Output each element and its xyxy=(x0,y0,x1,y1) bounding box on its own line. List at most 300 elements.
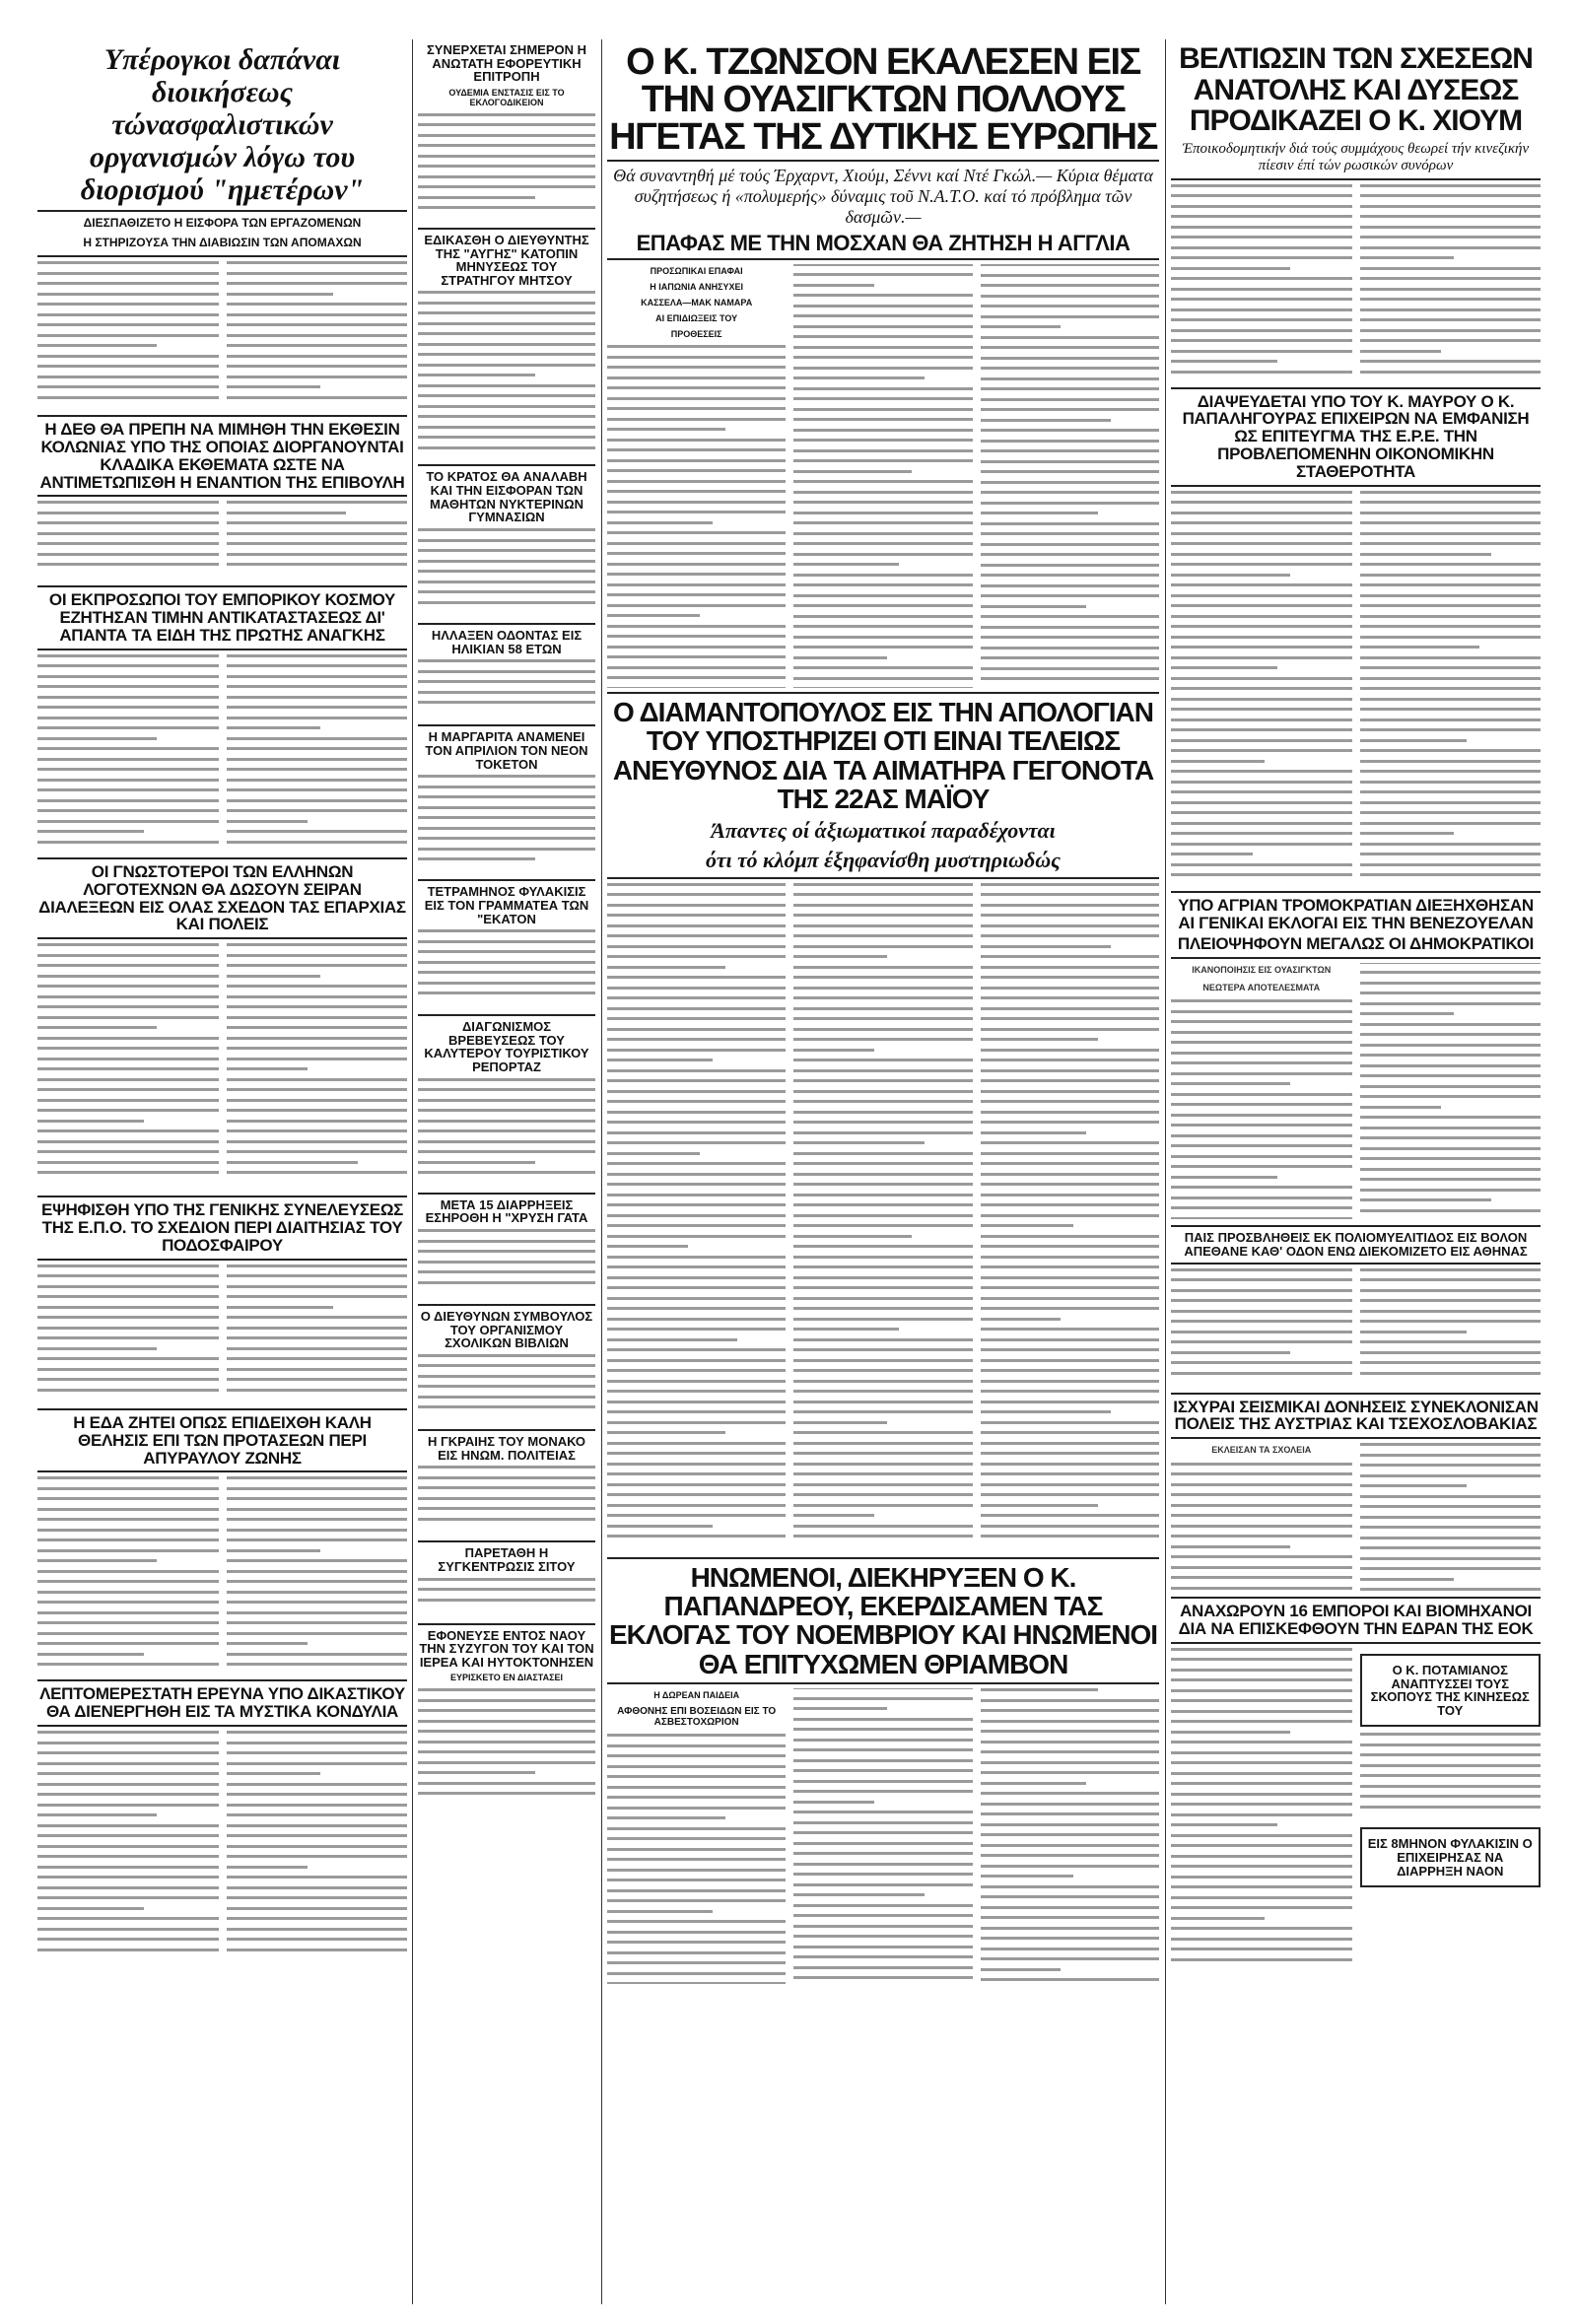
text-line xyxy=(418,549,595,552)
text-line xyxy=(607,1069,786,1072)
text-line xyxy=(418,1486,595,1489)
text-line xyxy=(793,1265,972,1268)
text-line xyxy=(1360,236,1542,239)
text-line xyxy=(1171,1206,1352,1209)
text-line xyxy=(793,491,972,494)
text-line xyxy=(418,1599,595,1602)
text-line xyxy=(1171,1710,1352,1713)
text-line xyxy=(981,1803,1159,1806)
text-line xyxy=(607,1951,786,1954)
text-line xyxy=(793,1535,972,1538)
text-line xyxy=(418,539,595,542)
text-line xyxy=(227,1834,408,1837)
text-line xyxy=(1171,371,1352,374)
text-line xyxy=(793,335,972,338)
article-body xyxy=(37,1476,407,1674)
text-line xyxy=(607,563,786,566)
text-line xyxy=(981,1833,1159,1836)
text-line xyxy=(1360,811,1542,814)
text-line xyxy=(1360,1484,1467,1487)
kicker: Άπαντες οί άξιωματικοί παραδέχονται xyxy=(711,817,1056,843)
text-line xyxy=(1360,604,1542,607)
text-line xyxy=(418,940,595,943)
text-line xyxy=(607,676,786,679)
article-body xyxy=(1171,1443,1541,1591)
text-line xyxy=(981,1782,1086,1785)
text-lines xyxy=(1171,1648,1352,1961)
text-line xyxy=(227,1316,408,1319)
text-line xyxy=(793,1914,972,1917)
text-line xyxy=(793,1079,972,1082)
text-line xyxy=(793,1245,972,1248)
text-line xyxy=(981,1224,1073,1227)
text-line xyxy=(793,1256,972,1259)
text-line xyxy=(981,1338,1159,1341)
text-lines xyxy=(418,291,595,449)
text-line xyxy=(418,816,595,819)
text-line xyxy=(607,1931,786,1934)
column-rule xyxy=(412,39,413,2304)
text-lines xyxy=(1171,1443,1541,1591)
text-line xyxy=(981,605,1086,608)
text-line xyxy=(793,501,972,504)
text-line xyxy=(37,396,219,399)
text-line xyxy=(1171,1278,1352,1281)
text-line xyxy=(227,985,408,988)
text-line xyxy=(1171,1566,1352,1569)
text-line xyxy=(981,553,1159,556)
text-line xyxy=(1171,790,1352,793)
text-line xyxy=(1171,318,1352,321)
text-line xyxy=(1171,1155,1352,1158)
text-line xyxy=(607,666,786,669)
text-lines xyxy=(37,261,407,406)
text-line xyxy=(1360,1178,1542,1181)
text-line xyxy=(37,1804,219,1807)
text-line xyxy=(227,841,408,844)
text-line xyxy=(793,1141,924,1144)
text-line xyxy=(227,1855,408,1858)
text-line xyxy=(227,799,408,802)
text-line xyxy=(227,758,408,761)
text-line xyxy=(1360,1023,1542,1026)
text-line xyxy=(793,1359,972,1362)
text-line xyxy=(607,614,700,617)
text-lines xyxy=(37,1731,407,1958)
text-line xyxy=(981,945,1111,948)
text-line xyxy=(607,1131,786,1134)
text-line xyxy=(1171,574,1290,577)
text-line xyxy=(981,315,1159,318)
text-line xyxy=(37,512,219,514)
text-line xyxy=(227,1783,408,1786)
text-line xyxy=(37,313,219,316)
text-line xyxy=(981,1359,1159,1362)
text-line xyxy=(1360,991,1542,994)
text-line xyxy=(227,1611,408,1614)
text-line xyxy=(227,1067,309,1070)
text-line xyxy=(37,1751,219,1754)
text-line xyxy=(37,1327,219,1330)
column-rule xyxy=(1165,39,1166,2304)
text-line xyxy=(607,542,786,545)
text-line xyxy=(418,1688,595,1691)
text-line xyxy=(793,666,972,669)
section-label: ΠΡΟΣΩΠΙΚΑΙ ΕΠΑΦΑΙ xyxy=(650,266,743,277)
text-line xyxy=(607,955,786,958)
text-line xyxy=(37,1120,144,1123)
text-line xyxy=(37,943,219,946)
text-line xyxy=(418,1771,535,1774)
text-line xyxy=(37,779,219,782)
text-line xyxy=(227,788,408,791)
text-line xyxy=(1171,1134,1352,1137)
text-line xyxy=(793,459,972,462)
text-line xyxy=(981,543,1159,546)
text-line xyxy=(37,1067,219,1070)
headline-avgi: ΕΔΙΚΑΣΘΗ Ο ΔΙΕΥΘΥΝΤΗΣ ΤΗΣ "ΑΥΓΗΣ" ΚΑΤΟΠΙΝ ΜΗΝΥΣΕΩΣ ΤΟΥ ΣΤΡΑΤΗΓΟΥ ΜΗΤΣΟΥ xyxy=(424,232,589,288)
text-line xyxy=(227,654,408,657)
text-line xyxy=(1171,811,1352,814)
text-line xyxy=(418,394,595,397)
text-lines xyxy=(418,659,595,704)
text-line xyxy=(227,1047,408,1050)
text-line xyxy=(981,1069,1159,1072)
text-line xyxy=(1171,843,1352,846)
text-line xyxy=(793,429,972,432)
text-line xyxy=(1360,873,1542,876)
text-line xyxy=(793,996,972,999)
text-line xyxy=(793,1307,972,1310)
text-line xyxy=(1360,1372,1542,1375)
text-line xyxy=(1360,1189,1542,1192)
text-line xyxy=(793,574,972,577)
text-line xyxy=(1171,1741,1352,1743)
text-lines xyxy=(418,1688,595,1795)
text-line xyxy=(227,1476,408,1479)
text-line xyxy=(793,1348,972,1351)
text-line xyxy=(418,961,595,964)
text-line xyxy=(607,1410,786,1413)
text-line xyxy=(37,675,219,678)
text-line xyxy=(418,991,595,994)
text-line xyxy=(981,1245,1159,1248)
text-line xyxy=(37,303,219,306)
text-line xyxy=(227,1306,333,1309)
text-line xyxy=(227,1896,408,1899)
text-line xyxy=(793,934,972,937)
text-line xyxy=(1171,1823,1277,1826)
text-line xyxy=(607,1972,786,1975)
text-line xyxy=(418,1088,595,1091)
text-line xyxy=(1171,781,1352,784)
text-line xyxy=(607,1256,786,1259)
text-line xyxy=(981,512,1099,514)
kicker: Έποικοδομητικήν διά τούς συμμάχους θεωρεί τήν κινεζικήν πίεσιν έπί τών ρωσικών συνόρων xyxy=(1182,140,1530,173)
text-line xyxy=(37,385,219,388)
text-line xyxy=(1360,1198,1492,1201)
text-line xyxy=(1360,1516,1542,1519)
text-line xyxy=(1171,770,1352,773)
text-line xyxy=(1360,666,1542,669)
text-line xyxy=(793,1090,972,1093)
text-line xyxy=(981,1059,1159,1061)
article-body xyxy=(418,1229,595,1298)
text-line xyxy=(607,1941,786,1944)
text-line xyxy=(1171,298,1352,301)
text-line xyxy=(1171,1176,1277,1179)
text-line xyxy=(607,376,786,379)
text-line xyxy=(793,677,972,680)
text-lines xyxy=(607,1688,1159,1984)
text-line xyxy=(418,1792,595,1795)
text-line xyxy=(227,685,408,688)
text-line xyxy=(1360,1033,1542,1036)
text-line xyxy=(227,1016,408,1019)
text-line xyxy=(981,904,1159,907)
text-line xyxy=(418,1129,595,1132)
text-line xyxy=(418,113,595,116)
text-line xyxy=(1360,1733,1542,1736)
text-line xyxy=(793,1100,972,1103)
text-line xyxy=(418,1782,595,1785)
text-line xyxy=(37,1316,219,1319)
text-line xyxy=(981,1049,1159,1052)
text-line xyxy=(1360,1464,1542,1467)
text-line xyxy=(793,1452,972,1455)
text-line xyxy=(227,1078,408,1081)
text-line xyxy=(418,1396,595,1399)
text-line xyxy=(981,1038,1099,1041)
text-line xyxy=(793,1780,972,1783)
text-line xyxy=(227,1347,408,1350)
article-body xyxy=(418,1078,595,1187)
text-line xyxy=(607,987,786,990)
text-line xyxy=(1171,1587,1352,1590)
text-line xyxy=(418,982,595,985)
text-line xyxy=(37,501,219,504)
text-line xyxy=(607,583,786,586)
text-line xyxy=(793,512,972,514)
text-line xyxy=(37,1150,219,1153)
text-line xyxy=(1171,646,1352,649)
text-line xyxy=(227,532,408,535)
text-line xyxy=(227,1327,408,1330)
text-line xyxy=(981,295,1159,298)
text-line xyxy=(793,1286,972,1289)
text-line xyxy=(1171,822,1352,825)
text-line xyxy=(1171,1761,1352,1764)
text-line xyxy=(793,1893,924,1896)
text-line xyxy=(227,726,320,729)
text-line xyxy=(418,1518,595,1521)
text-line xyxy=(607,490,786,493)
text-line xyxy=(1171,1093,1352,1096)
text-line xyxy=(227,1928,408,1931)
text-line xyxy=(418,795,595,798)
text-line xyxy=(227,1731,408,1734)
text-line xyxy=(418,1375,595,1378)
text-line xyxy=(418,581,595,583)
text-line xyxy=(418,929,595,932)
text-line xyxy=(418,1699,595,1702)
text-line xyxy=(37,726,219,729)
text-line xyxy=(227,1026,408,1029)
text-line xyxy=(37,542,219,545)
text-line xyxy=(607,945,786,948)
text-line xyxy=(793,1369,972,1372)
text-line xyxy=(981,1203,1159,1206)
text-line xyxy=(227,1058,408,1060)
text-line xyxy=(1360,1785,1542,1788)
text-line xyxy=(981,1812,1159,1815)
text-line xyxy=(981,1090,1159,1093)
text-line xyxy=(793,904,972,907)
text-lines xyxy=(607,264,1159,688)
text-line xyxy=(793,1883,972,1886)
text-line xyxy=(1171,1031,1352,1034)
text-line xyxy=(981,966,1159,969)
text-line xyxy=(793,1390,972,1393)
text-line xyxy=(1360,256,1454,259)
text-line xyxy=(37,355,219,358)
text-line xyxy=(981,1256,1159,1259)
text-line xyxy=(37,830,144,833)
text-line xyxy=(227,1948,408,1951)
text-line xyxy=(37,1518,219,1521)
text-line xyxy=(607,1194,786,1196)
text-line xyxy=(981,1895,1159,1898)
text-line xyxy=(1171,236,1352,239)
text-line xyxy=(37,1078,219,1081)
text-line xyxy=(418,601,595,604)
text-line xyxy=(227,1559,408,1562)
text-line xyxy=(227,282,408,285)
text-line xyxy=(981,893,1159,896)
text-line xyxy=(793,397,972,400)
text-line xyxy=(1171,698,1352,701)
bottom-block xyxy=(1171,1648,1541,1979)
text-line xyxy=(1360,1578,1454,1581)
headline-papaligouras: ΔΙΑΨΕΥΔΕΤΑΙ ΥΠΟ ΤΟΥ Κ. ΜΑΥΡΟΥ Ο Κ. ΠΑΠΑΛΗΓΟΥΡΑΣ ΕΠΙΧΕΙΡΩΝ ΝΑ ΕΜΦΑΝΙΣΗ ΩΣ ΕΠΙΤΕΥΓΜΑ ΤΗΣ Ε.Ρ.Ε. ΤΗΝ ΠΡΟΒΛΕΠΟΜΕΝΗΝ ΟΙΚΟΝΟΜΙΚΗΝ ΣΤΑΘΕΡΟΤΗΤΑ xyxy=(1182,391,1530,481)
text-line xyxy=(981,1761,1159,1764)
headline-merchants: ΟΙ ΕΚΠΡΟΣΩΠΟΙ ΤΟΥ ΕΜΠΟΡΙΚΟΥ ΚΟΣΜΟΥ ΕΖΗΤΗΣΑΝ ΤΙΜΗΝ ΑΝΤΙΚΑΤΑΣΤΑΣΕΩΣ ΔΙ' ΑΠΑΝΤΑ ΤΑ ΕΙΔΗ ΤΗΣ ΠΡΩΤΗΣ ΑΝΑΓΚΗΣ xyxy=(48,590,396,646)
text-line xyxy=(1360,267,1542,270)
text-line xyxy=(607,1754,786,1757)
text-line xyxy=(37,1529,219,1532)
text-line xyxy=(227,1653,408,1656)
text-line xyxy=(1171,1331,1352,1333)
headline-margarita: Η ΜΑΡΓΑΡΙΤΑ ΑΝΑΜΕΝΕΙ ΤΟΝ ΑΠΡΙΛΙΟΝ ΤΟΝ ΝΕΟΝ ΤΟΚΕΤΟΝ xyxy=(425,729,588,772)
text-line xyxy=(37,1793,219,1796)
text-line xyxy=(1171,246,1352,249)
text-line xyxy=(607,1858,786,1861)
text-line xyxy=(981,1173,1159,1176)
text-line xyxy=(607,893,786,896)
text-line xyxy=(607,397,786,400)
text-line xyxy=(1171,1658,1352,1661)
text-line xyxy=(1360,1095,1542,1098)
text-line xyxy=(1171,194,1352,197)
text-line xyxy=(227,1876,408,1879)
text-line xyxy=(227,293,333,296)
headline-secret-funds: ΛΕΠΤΟΜΕΡΕΣΤΑΤΗ ΕΡΕΥΝΑ ΥΠΟ ΔΙΚΑΣΤΙΚΟΥ ΘΑ ΔΙΕΝΕΡΓΗΘΗ ΕΙΣ ΤΑ ΜΥΣΤΙΚΑ ΚΟΝΔΥΛΙΑ xyxy=(39,1684,405,1722)
text-line xyxy=(981,1276,1159,1279)
text-line xyxy=(981,398,1159,401)
text-line xyxy=(1171,1803,1352,1806)
text-line xyxy=(37,1824,219,1827)
text-line xyxy=(607,366,786,369)
text-line xyxy=(607,593,786,596)
text-line xyxy=(981,1535,1159,1538)
text-line xyxy=(418,1741,595,1743)
text-line xyxy=(418,1120,595,1123)
text-line xyxy=(227,1508,408,1511)
text-line xyxy=(418,570,595,573)
text-line xyxy=(793,1173,972,1176)
text-line xyxy=(1171,666,1277,669)
text-line xyxy=(1171,801,1352,804)
text-line xyxy=(1360,329,1542,332)
text-line xyxy=(1171,277,1352,280)
text-line xyxy=(37,272,219,275)
text-line xyxy=(37,664,219,667)
text-line xyxy=(607,1401,786,1403)
text-line xyxy=(1360,790,1542,793)
text-line xyxy=(793,1801,874,1804)
text-line xyxy=(607,1203,786,1206)
text-line xyxy=(418,206,595,209)
text-line xyxy=(1360,625,1542,628)
text-line xyxy=(793,1728,972,1731)
text-line xyxy=(607,1744,786,1747)
text-line xyxy=(227,1129,408,1132)
text-line xyxy=(418,1281,595,1284)
text-line xyxy=(1360,1074,1542,1077)
text-line xyxy=(1360,781,1542,784)
text-line xyxy=(1171,873,1352,876)
text-line xyxy=(981,325,1062,328)
text-line xyxy=(1171,1793,1352,1796)
text-line xyxy=(227,1591,408,1594)
text-line xyxy=(607,459,786,462)
text-line xyxy=(1171,329,1352,332)
headline-night-schools: ΤΟ ΚΡΑΤΟΣ ΘΑ ΑΝΑΛΑΒΗ ΚΑΙ ΤΗΝ ΕΙΣΦΟΡΑΝ ΤΩΝ ΜΑΘΗΤΩΝ ΝΥΚΤΕΡΙΝΩΝ ΓΥΜΝΑΣΙΩΝ xyxy=(426,469,587,525)
text-line xyxy=(227,1813,408,1816)
text-line xyxy=(37,954,219,957)
text-line xyxy=(1171,749,1352,752)
text-line xyxy=(418,1750,595,1753)
lead-subhead: ΕΠΑΦΑΣ ΜΕ ΤΗΝ ΜΟΣΧΑΝ ΘΑ ΖΗΤΗΣΗ Η ΑΓΓΛΙΑ xyxy=(636,231,1131,255)
text-line xyxy=(1360,1340,1542,1343)
text-line xyxy=(418,1171,595,1174)
text-line xyxy=(227,664,408,667)
text-line xyxy=(793,273,972,276)
subhead: Η ΣΤΗΡΙΖΟΥΣΑ ΤΗΝ ΔΙΑΒΙΩΣΙΝ ΤΩΝ ΑΠΟΜΑΧΩΝ xyxy=(83,236,362,249)
text-line xyxy=(607,1879,786,1881)
text-line xyxy=(227,1140,408,1143)
text-line xyxy=(793,893,972,896)
potamianos-box xyxy=(1360,1654,1542,1728)
text-line xyxy=(607,1028,786,1031)
text-line xyxy=(793,1401,972,1403)
text-line xyxy=(793,1152,972,1155)
text-line xyxy=(981,1079,1159,1082)
text-line xyxy=(607,1765,786,1768)
text-line xyxy=(793,1811,972,1813)
text-line xyxy=(981,1348,1159,1351)
text-line xyxy=(418,155,595,158)
